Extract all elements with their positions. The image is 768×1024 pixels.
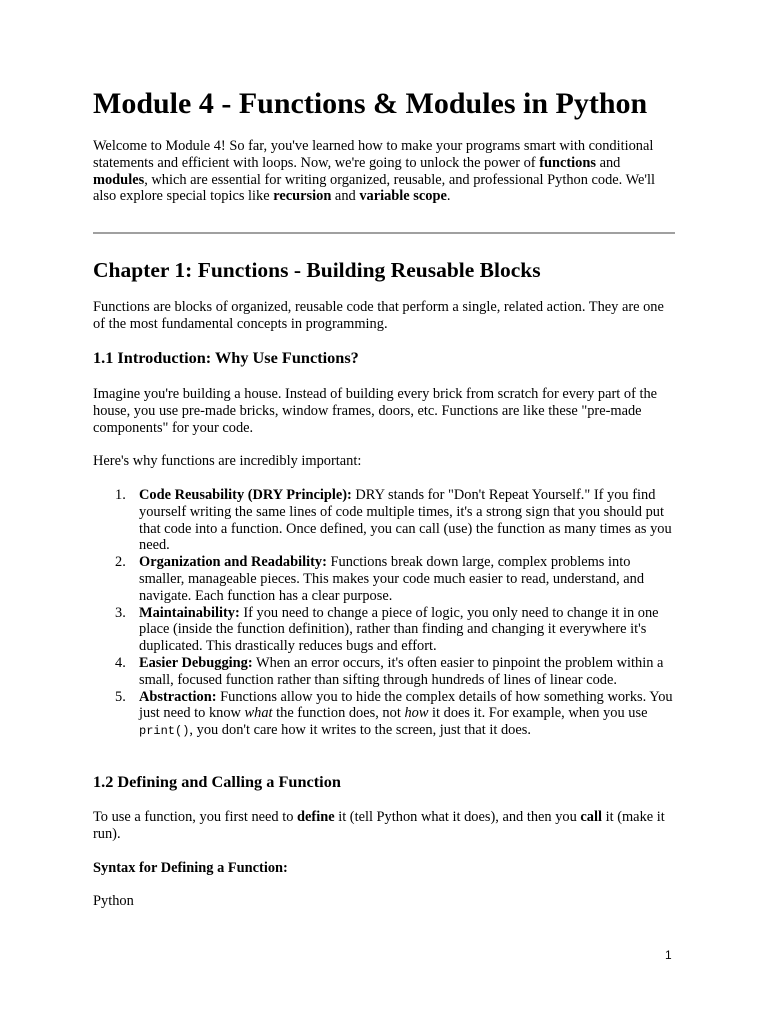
list-item: 4. Easier Debugging: When an error occurs, it's often easier to pinpoint the problem within a small, focused function rather than sifting through hundreds of lines of linear code. — [115, 654, 664, 688]
chapter-1-heading: Chapter 1: Functions - Building Reusable Blocks — [93, 258, 541, 282]
chapter-1-intro: Functions are blocks of organized, reusable code that perform a single, related action. They are one of the most fundamental concepts in programming. — [93, 299, 664, 332]
term-recursion: recursion — [273, 188, 332, 205]
list-item: 5. Abstraction: Functions allow you to hide the complex details of how something works. You just need to know what the function does, not how it does it. For example, when you use print(), you don't care how it writes to the screen, just that it does. — [115, 688, 673, 739]
list-item-term: Easier Debugging: — [139, 654, 253, 671]
term-variable-scope: variable scope — [359, 188, 447, 205]
syntax-heading: Syntax for Defining a Function: — [93, 860, 288, 876]
define-call-paragraph: To use a function, you first need to define it (tell Python what it does), and then you call it (make it run). — [93, 809, 665, 842]
term-call: call — [580, 809, 602, 825]
list-item: 1. Code Reusability (DRY Principle): DRY stands for "Don't Repeat Yourself." If you find yourself writing the same lines of code multiple times, it's a strong sign that you should put that code into a function. Once defined, you can call (use) the function as many times as you need. — [115, 487, 672, 554]
module-title: Module 4 - Functions & Modules in Python — [93, 87, 648, 120]
term-functions: functions — [539, 154, 596, 171]
intro-paragraph: Welcome to Module 4! So far, you've learned how to make your programs smart with conditional statements and efficient with loops. Now, we're going to unlock the power of functions and modules, which are essential for writing organized, reusable, and professional Python code. We'll also explore special topics like recursion and variable scope. — [93, 138, 656, 205]
list-item: 3. Maintainability: If you need to change a piece of logic, you only need to change it in one place (inside the function definition), rather than finding and changing it everywhere it's duplicated. This drastically reduces bugs and effort. — [115, 604, 659, 655]
section-1-1-heading: 1.1 Introduction: Why Use Functions? — [93, 348, 359, 367]
inline-code-print: print() — [139, 724, 190, 739]
list-item-term: Maintainability: — [139, 604, 240, 621]
section-1-2-heading: 1.2 Defining and Calling a Function — [93, 772, 341, 791]
list-item: 2. Organization and Readability: Functions break down large, complex problems into smaller, manageable pieces. This makes your code much easier to read, understand, and navigate. Each function has a clear purpose. — [115, 554, 645, 604]
list-item-term: Abstraction: — [139, 688, 217, 705]
why-functions-lead: Here's why functions are incredibly important: — [93, 453, 362, 469]
list-item-term: Organization and Readability: — [139, 554, 327, 571]
list-item-term: Code Reusability (DRY Principle): — [139, 487, 352, 503]
term-define: define — [297, 809, 335, 825]
code-language-label: Python — [93, 893, 134, 909]
section-divider — [93, 232, 675, 234]
term-modules: modules — [93, 171, 145, 188]
page-number: 1 — [665, 948, 672, 962]
house-analogy-paragraph: Imagine you're building a house. Instead of building every brick from scratch for every part of the house, you use pre-made bricks, window frames, doors, etc. Functions are like these "pre-made components" for your code. — [93, 386, 658, 436]
reasons-list — [93, 487, 675, 740]
